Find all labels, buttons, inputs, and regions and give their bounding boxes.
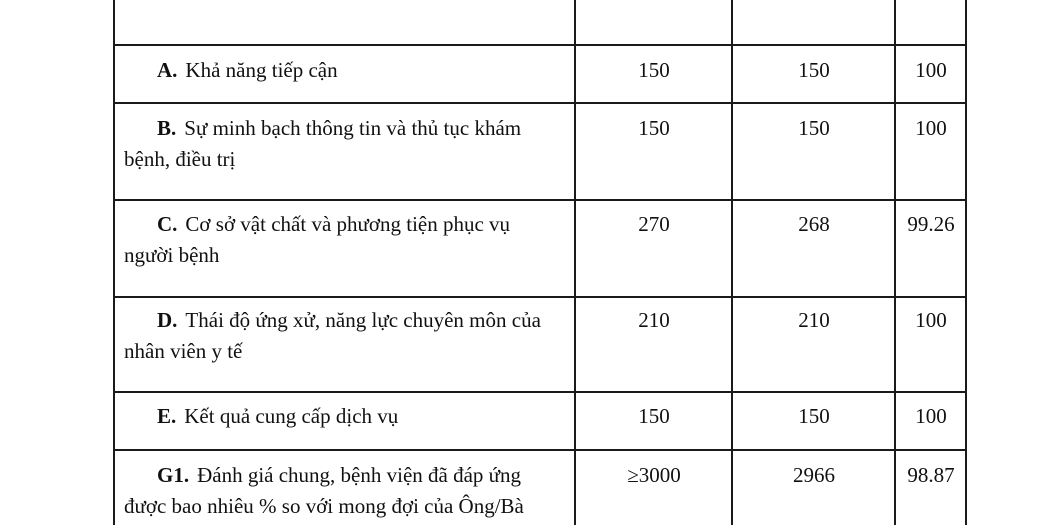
value-cell: 2966: [793, 463, 835, 487]
row-text: Kết quả cung cấp dịch vụ: [184, 404, 399, 428]
table-divider-2: [731, 0, 733, 525]
row-text-continued: được bao nhiêu % so với mong đợi của Ông/Bà: [124, 494, 524, 518]
row-text-continued: người bệnh: [124, 243, 220, 267]
row-text: Sự minh bạch thông tin và thủ tục khám: [184, 116, 522, 140]
row-divider: [114, 449, 966, 451]
row-label: [124, 55, 569, 86]
value-cell: 268: [798, 212, 830, 236]
value-cell: 210: [638, 308, 670, 332]
row-divider: [114, 44, 966, 46]
value-cell: ≥3000: [627, 463, 681, 487]
value-cell: 99.26: [907, 212, 955, 236]
row-label: [124, 209, 569, 271]
value-cell: 100: [915, 404, 947, 428]
value-cell: 150: [638, 116, 670, 140]
row-label: [124, 305, 569, 367]
row-text-continued: nhân viên y tế: [124, 339, 243, 363]
table-divider-1: [574, 0, 576, 525]
value-cell: 150: [638, 58, 670, 82]
row-text: Cơ sở vật chất và phương tiện phục vụ: [185, 212, 511, 236]
table-divider-3: [894, 0, 896, 525]
row-code: B.: [157, 116, 177, 140]
row-text: Khả năng tiếp cận: [185, 58, 338, 82]
row-divider: [114, 296, 966, 298]
value-cell: 150: [798, 116, 830, 140]
row-label: [124, 460, 569, 522]
value-cell: 100: [915, 58, 947, 82]
table-border-left: [113, 0, 115, 525]
value-cell: 100: [915, 308, 947, 332]
value-cell: 210: [798, 308, 830, 332]
value-cell: 150: [798, 404, 830, 428]
row-divider: [114, 199, 966, 201]
row-text: Thái độ ứng xử, năng lực chuyên môn của: [185, 308, 541, 332]
row-code: C.: [157, 212, 178, 236]
row-text: Đánh giá chung, bệnh viện đã đáp ứng: [197, 463, 522, 487]
table-border-right: [965, 0, 967, 525]
row-divider: [114, 391, 966, 393]
value-cell: 270: [638, 212, 670, 236]
row-divider: [114, 102, 966, 104]
value-cell: 150: [638, 404, 670, 428]
row-code: A.: [157, 58, 178, 82]
value-cell: 100: [915, 116, 947, 140]
row-label: [124, 401, 569, 432]
value-cell: 98.87: [907, 463, 955, 487]
row-text-continued: bệnh, điều trị: [124, 147, 236, 171]
value-cell: 150: [798, 58, 830, 82]
row-code: D.: [157, 308, 178, 332]
row-code: G1.: [157, 463, 190, 487]
row-code: E.: [157, 404, 177, 428]
row-label: [124, 113, 569, 175]
